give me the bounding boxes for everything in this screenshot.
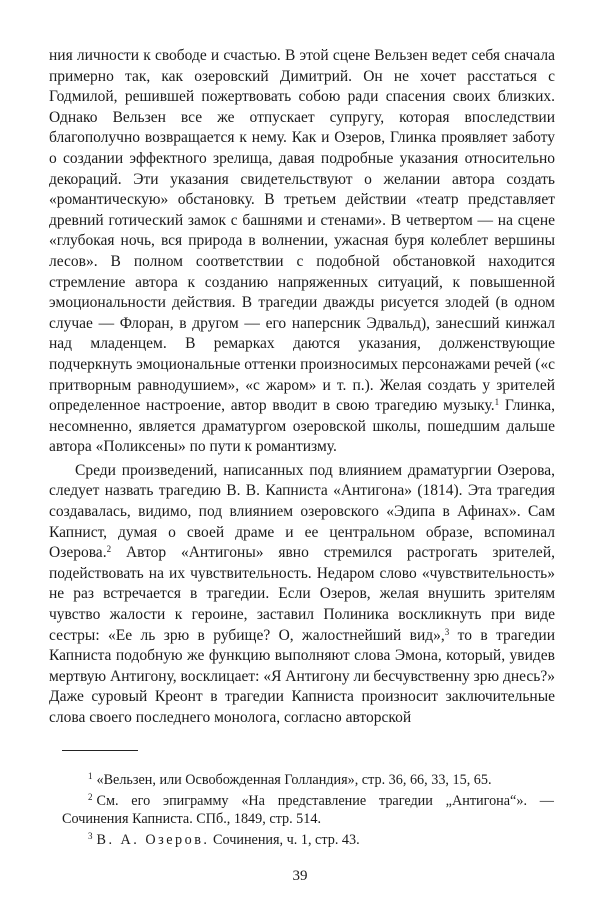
footnote-3-number: 3 bbox=[88, 831, 93, 842]
footnote-mark-2: 2 bbox=[106, 544, 112, 555]
paragraph-2 bbox=[49, 461, 555, 729]
main-text bbox=[49, 46, 555, 729]
paragraph-2-part-1: Среди произведений, написанных под влиянием драматургии Озерова, следует назвать трагедию В. В. Капниста «Антигона» (1814). Эта трагедия создавалась, видимо, под влиянием озеровского «Эдипа в Афинах». Сам Капнист, думая о своей драме и ее центральном образе, вспоминал Озерова. bbox=[49, 461, 555, 562]
paragraph-2-part-3: то в трагедии Капниста подобную же функцию выполняют слова Эмона, который, увидев мертвую Антигону, восклицает: «Я Антигону ли бесчувственну зрю днесь?» Даже суровый Креонт в трагедии Капниста произносит заключительные слова своего последнего монолога, согласно авторской bbox=[49, 626, 556, 726]
footnote-mark-1: 1 bbox=[494, 397, 500, 408]
footnote-3-author: В. А. Озеров. bbox=[96, 832, 210, 849]
footnote-3-text: Сочинения, ч. 1, стр. 43. bbox=[209, 832, 360, 849]
page-number: 39 bbox=[292, 868, 308, 884]
paragraph-2-part-2: Автор «Антигоны» явно стремился растрогать зрителей, подействовать на их чувствительность. Недаром слово «чувствительность» не раз встречается в трагедии. Если Озеров, желая внушить зрителям чувство жалости к героине, заставил Полиника воскликнуть при виде сестры: «Ее ль зрю в рубище? О, жалостнейший вид», bbox=[49, 544, 555, 644]
footnote-2 bbox=[62, 789, 554, 828]
footnote-1-text: «Вельзен, или Освобожденная Голландия», стр. 36, 66, 33, 15, 65. bbox=[96, 772, 492, 788]
paragraph-1-part-2: Глинка, несомненно, является драматургом озеровской школы, пошедшим дальше автора «Поликсены» по пути к романтизму. bbox=[49, 397, 556, 456]
paragraph-1 bbox=[49, 46, 555, 458]
footnote-mark-3: 3 bbox=[444, 626, 450, 637]
footnotes bbox=[62, 768, 554, 850]
footnote-2-text: См. его эпиграмму «На представление трагедии „Антигона“». — Сочинения Капниста. СПб., 1849, стр. 514. bbox=[62, 793, 554, 827]
paragraph-1-part-1: ния личности к свободе и счастью. В этой сцене Вельзен ведет себя сначала примерно так, как озеровский Димитрий. Он не хочет расстаться с Годмилой, решившей пожертвовать собою ради спасения своих близких. Однако Вельзен все же отпускает супругу, которая впоследствии благополучно возвращается к нему. Как и Озеров, Глинка проявляет заботу о создании эффектного зрелища, давая подробные указания относительно декораций. Эти указания свидетельствуют о желании автора создать «романтическую» обстановку. В третьем действии «театр представляет древний готический замок с башнями и стенами». В четвертом — на сцене «глубокая ночь, вся природа в волнении, ужасная буря колеблет вершины лесов». В полном соответствии с подобной обстановкой находится стремление автора к созданию напряженных ситуаций, к повышенной эмоциональности действия. В трагедии дважды рисуется злодей (в одном случае — Флоран, в другом — его наперсник Эдвальд), занесший кинжал над младенцем. В ремарках даются указания, долженствующие подчеркнуть эмоциональные оттенки произносимых персонажами речей («с притворным равнодушием», «с жаром» и т. п.). Желая создать у зрителей определенное настроение, автор вводит в свою трагедию музыку. bbox=[49, 47, 556, 415]
footnote-1 bbox=[62, 768, 554, 789]
footnote-3 bbox=[62, 828, 554, 849]
footnote-2-number: 2 bbox=[88, 792, 93, 803]
footnote-1-number: 1 bbox=[88, 771, 93, 781]
footnote-divider bbox=[62, 750, 138, 751]
